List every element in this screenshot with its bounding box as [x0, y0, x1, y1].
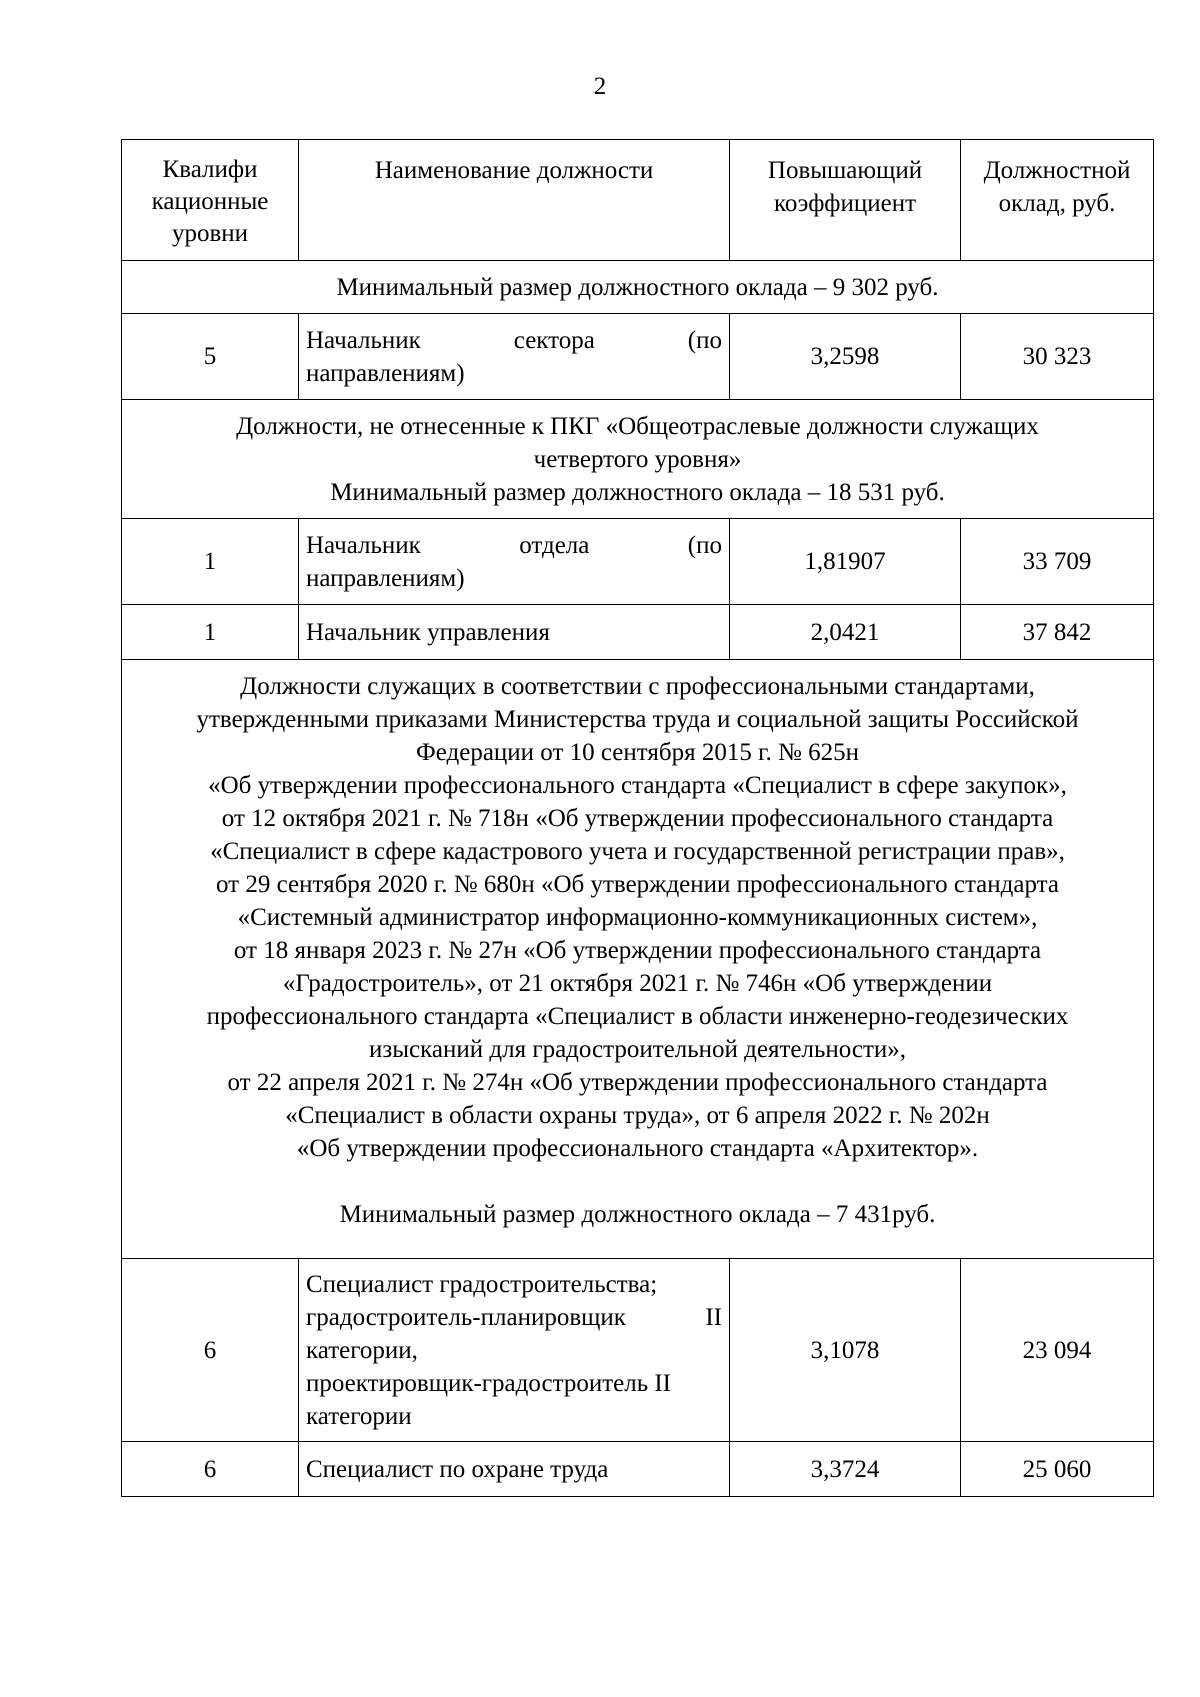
- section-row-professional-standards: [122, 660, 1154, 1259]
- qualification-level-cell: 1: [122, 519, 299, 605]
- qualification-level-cell: 5: [122, 314, 299, 400]
- header-position-name: Наименование должности: [299, 140, 730, 261]
- table-header-row: [122, 140, 1154, 261]
- salary-cell: 25 060: [961, 1442, 1154, 1497]
- coefficient-cell: 3,3724: [730, 1442, 961, 1497]
- spacer: [129, 1165, 1146, 1198]
- section-row-min-salary-1: [122, 261, 1154, 314]
- section-min-salary-text: Минимальный размер должностного оклада – 9 302 руб.: [122, 261, 1154, 314]
- salary-cell: 33 709: [961, 519, 1154, 605]
- position-name-cell: Специалист по охране труда: [299, 1442, 730, 1497]
- qualification-level-cell: 6: [122, 1442, 299, 1497]
- coefficient-cell: 3,2598: [730, 314, 961, 400]
- section-professional-standards-text: Должности служащих в соответствии с профессиональными стандартами, утвержденными приказами Министерства труда и социальной защиты Российской Федерации от 10 сентября 2015 г. № 625н «Об утверждении профессионального стандарта «Специалист в сфере закупок», от 12 октября 2021 г. № 718н «Об утверждении профессионального стандарта «Специалист в сфере кадастрового учета и государственной регистрации прав», от 29 сентября 2020 г. № 680н «Об утверждении профессионального стандарта «Системный администратор информационно-коммуникационных систем», от 18 января 2023 г. № 27н «Об утверждении профессионального стандарта «Градостроитель», от 21 октября 2021 г. № 746н «Об утверждении профессионального стандарта «Специалист в области инженерно-геодезических изысканий для градостроительной деятельности», от 22 апреля 2021 г. № 274н «Об утверждении профессионального стандарта «Специалист в области охраны труда», от 6 апреля 2022 г. № 202н «Об утверждении профессионального стандарта «Архитектор». Минимальный размер должностного оклада – 7 431руб.: [122, 660, 1154, 1259]
- section-min-salary-text: Минимальный размер должностного оклада – 7 431руб.: [339, 1201, 936, 1228]
- position-name-cell: Специалист градостроительства; градостроитель-планировщик II категории, проектировщик-градостроитель II категории: [299, 1259, 730, 1442]
- qualification-level-cell: 6: [122, 1259, 299, 1442]
- position-name-cell: Начальник отдела (по направлениям): [299, 519, 730, 605]
- table-row: [122, 1259, 1154, 1442]
- section-row-other-positions: [122, 400, 1154, 519]
- position-name-cell: Начальник управления: [299, 605, 730, 660]
- salary-cell: 30 323: [961, 314, 1154, 400]
- coefficient-cell: 2,0421: [730, 605, 961, 660]
- table-row: [122, 519, 1154, 605]
- page-number: 2: [593, 73, 607, 100]
- salary-cell: 37 842: [961, 605, 1154, 660]
- coefficient-cell: 1,81907: [730, 519, 961, 605]
- salary-table: [121, 139, 1154, 1497]
- table-row: [122, 605, 1154, 660]
- qualification-level-cell: 1: [122, 605, 299, 660]
- table-row: [122, 314, 1154, 400]
- section-other-positions-text: Должности, не отнесенные к ПКГ «Общеотраслевые должности служащих четвертого уровня» Минимальный размер должностного оклада – 18 531 руб.: [122, 400, 1154, 519]
- header-qualification-levels: Квалифи кационные уровни: [122, 140, 299, 261]
- table-row: [122, 1442, 1154, 1497]
- position-name-cell: Начальник сектора (по направлениям): [299, 314, 730, 400]
- salary-cell: 23 094: [961, 1259, 1154, 1442]
- coefficient-cell: 3,1078: [730, 1259, 961, 1442]
- header-salary: Должностной оклад, руб.: [961, 140, 1154, 261]
- header-coefficient: Повышающий коэффициент: [730, 140, 961, 261]
